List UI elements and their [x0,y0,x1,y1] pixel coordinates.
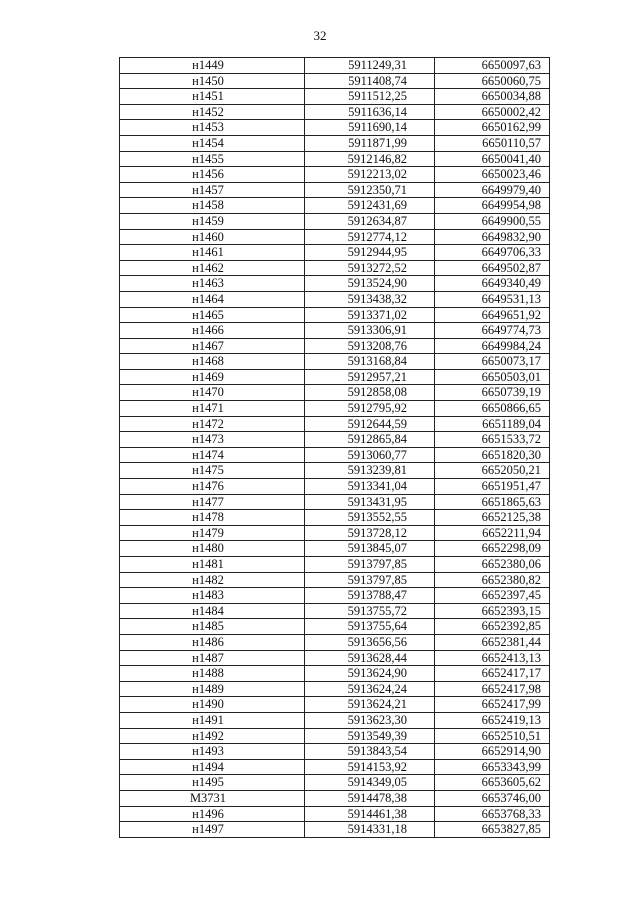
point-id-cell: н1473 [120,432,305,448]
y-coordinate-cell: 6652417,98 [435,681,550,697]
y-coordinate-cell: 6652380,82 [435,572,550,588]
table-row [120,666,550,682]
x-coordinate-cell: 5913845,07 [305,541,435,557]
y-coordinate-cell: 6650739,19 [435,385,550,401]
table-row [120,806,550,822]
x-coordinate-cell: 5913239,81 [305,463,435,479]
point-id-cell: н1457 [120,182,305,198]
table-row [120,775,550,791]
x-coordinate-cell: 5913797,85 [305,557,435,573]
point-id-cell: н1482 [120,572,305,588]
point-id-cell: н1494 [120,759,305,775]
x-coordinate-cell: 5913168,84 [305,354,435,370]
x-coordinate-cell: 5914331,18 [305,822,435,838]
x-coordinate-cell: 5912350,71 [305,182,435,198]
point-id-cell: н1495 [120,775,305,791]
x-coordinate-cell: 5913371,02 [305,307,435,323]
table-row [120,447,550,463]
point-id-cell: н1451 [120,89,305,105]
table-row [120,229,550,245]
point-id-cell: н1461 [120,245,305,261]
x-coordinate-cell: 5913628,44 [305,650,435,666]
x-coordinate-cell: 5913060,77 [305,447,435,463]
point-id-cell: н1459 [120,213,305,229]
table-row [120,603,550,619]
table-row [120,213,550,229]
point-id-cell: н1458 [120,198,305,214]
x-coordinate-cell: 5913624,24 [305,681,435,697]
x-coordinate-cell: 5911636,14 [305,104,435,120]
point-id-cell: н1484 [120,603,305,619]
point-id-cell: н1460 [120,229,305,245]
y-coordinate-cell: 6652419,13 [435,712,550,728]
point-id-cell: н1469 [120,369,305,385]
table-row [120,634,550,650]
y-coordinate-cell: 6653343,99 [435,759,550,775]
point-id-cell: н1465 [120,307,305,323]
point-id-cell: н1470 [120,385,305,401]
y-coordinate-cell: 6650002,42 [435,104,550,120]
point-id-cell: н1491 [120,712,305,728]
table-row [120,697,550,713]
y-coordinate-cell: 6653746,00 [435,790,550,806]
point-id-cell: н1456 [120,167,305,183]
point-id-cell: н1468 [120,354,305,370]
point-id-cell: н1481 [120,557,305,573]
x-coordinate-cell: 5911512,25 [305,89,435,105]
y-coordinate-cell: 6649984,24 [435,338,550,354]
point-id-cell: н1480 [120,541,305,557]
table-row [120,790,550,806]
table-row [120,479,550,495]
point-id-cell: н1477 [120,494,305,510]
y-coordinate-cell: 6652211,94 [435,525,550,541]
table-row [120,728,550,744]
y-coordinate-cell: 6652510,51 [435,728,550,744]
y-coordinate-cell: 6653827,85 [435,822,550,838]
y-coordinate-cell: 6650041,40 [435,151,550,167]
x-coordinate-cell: 5912644,59 [305,416,435,432]
x-coordinate-cell: 5912774,12 [305,229,435,245]
point-id-cell: н1471 [120,401,305,417]
y-coordinate-cell: 6649706,33 [435,245,550,261]
table-row [120,588,550,604]
x-coordinate-cell: 5913438,32 [305,291,435,307]
table-row [120,541,550,557]
y-coordinate-cell: 6649900,55 [435,213,550,229]
x-coordinate-cell: 5913755,64 [305,619,435,635]
x-coordinate-cell: 5911690,14 [305,120,435,136]
table-row [120,416,550,432]
y-coordinate-cell: 6649651,92 [435,307,550,323]
x-coordinate-cell: 5912865,84 [305,432,435,448]
x-coordinate-cell: 5914478,38 [305,790,435,806]
table-row [120,510,550,526]
x-coordinate-cell: 5913843,54 [305,744,435,760]
table-row [120,120,550,136]
y-coordinate-cell: 6653768,33 [435,806,550,822]
x-coordinate-cell: 5911408,74 [305,73,435,89]
y-coordinate-cell: 6650073,17 [435,354,550,370]
x-coordinate-cell: 5913623,30 [305,712,435,728]
table-row [120,650,550,666]
point-id-cell: н1450 [120,73,305,89]
y-coordinate-cell: 6652393,15 [435,603,550,619]
y-coordinate-cell: 6651951,47 [435,479,550,495]
point-id-cell: н1479 [120,525,305,541]
y-coordinate-cell: 6652125,38 [435,510,550,526]
y-coordinate-cell: 6652417,17 [435,666,550,682]
x-coordinate-cell: 5913552,55 [305,510,435,526]
x-coordinate-cell: 5913624,90 [305,666,435,682]
coordinates-table [119,57,550,838]
point-id-cell: н1452 [120,104,305,120]
table-row [120,151,550,167]
y-coordinate-cell: 6650110,57 [435,135,550,151]
point-id-cell: н1472 [120,416,305,432]
table-row [120,167,550,183]
table-row [120,494,550,510]
point-id-cell: н1454 [120,135,305,151]
point-id-cell: М3731 [120,790,305,806]
y-coordinate-cell: 6650866,65 [435,401,550,417]
point-id-cell: н1486 [120,634,305,650]
point-id-cell: н1485 [120,619,305,635]
table-row [120,198,550,214]
table-row [120,619,550,635]
y-coordinate-cell: 6652050,21 [435,463,550,479]
table-row [120,712,550,728]
table-row [120,744,550,760]
x-coordinate-cell: 5913728,12 [305,525,435,541]
y-coordinate-cell: 6650023,46 [435,167,550,183]
table-row [120,572,550,588]
x-coordinate-cell: 5912146,82 [305,151,435,167]
x-coordinate-cell: 5912957,21 [305,369,435,385]
y-coordinate-cell: 6652413,13 [435,650,550,666]
table-row [120,73,550,89]
point-id-cell: н1493 [120,744,305,760]
x-coordinate-cell: 5913431,95 [305,494,435,510]
table-row [120,354,550,370]
page-number: 32 [313,28,327,43]
table-row [120,432,550,448]
point-id-cell: н1455 [120,151,305,167]
x-coordinate-cell: 5912213,02 [305,167,435,183]
y-coordinate-cell: 6650162,99 [435,120,550,136]
table-row [120,385,550,401]
y-coordinate-cell: 6649832,90 [435,229,550,245]
x-coordinate-cell: 5912858,08 [305,385,435,401]
y-coordinate-cell: 6649531,13 [435,291,550,307]
point-id-cell: н1464 [120,291,305,307]
table-row [120,245,550,261]
table-row [120,104,550,120]
point-id-cell: н1453 [120,120,305,136]
table-row [120,291,550,307]
table-row [120,557,550,573]
point-id-cell: н1489 [120,681,305,697]
y-coordinate-cell: 6650034,88 [435,89,550,105]
coordinates-table-body [120,58,550,838]
table-row [120,759,550,775]
y-coordinate-cell: 6651189,04 [435,416,550,432]
point-id-cell: н1466 [120,323,305,339]
table-row [120,323,550,339]
point-id-cell: н1490 [120,697,305,713]
point-id-cell: н1476 [120,479,305,495]
table-row [120,260,550,276]
point-id-cell: н1474 [120,447,305,463]
y-coordinate-cell: 6652397,45 [435,588,550,604]
y-coordinate-cell: 6653605,62 [435,775,550,791]
x-coordinate-cell: 5912944,95 [305,245,435,261]
x-coordinate-cell: 5911249,31 [305,58,435,74]
point-id-cell: н1462 [120,260,305,276]
point-id-cell: н1449 [120,58,305,74]
x-coordinate-cell: 5911871,99 [305,135,435,151]
y-coordinate-cell: 6652914,90 [435,744,550,760]
table-row [120,369,550,385]
x-coordinate-cell: 5913755,72 [305,603,435,619]
y-coordinate-cell: 6649979,40 [435,182,550,198]
x-coordinate-cell: 5913788,47 [305,588,435,604]
table-row [120,525,550,541]
y-coordinate-cell: 6650503,01 [435,369,550,385]
x-coordinate-cell: 5914349,05 [305,775,435,791]
y-coordinate-cell: 6651865,63 [435,494,550,510]
y-coordinate-cell: 6650060,75 [435,73,550,89]
x-coordinate-cell: 5913306,91 [305,323,435,339]
point-id-cell: н1483 [120,588,305,604]
point-id-cell: н1478 [120,510,305,526]
y-coordinate-cell: 6652417,99 [435,697,550,713]
point-id-cell: н1475 [120,463,305,479]
x-coordinate-cell: 5914153,92 [305,759,435,775]
x-coordinate-cell: 5913208,76 [305,338,435,354]
table-row [120,276,550,292]
table-row [120,182,550,198]
x-coordinate-cell: 5913524,90 [305,276,435,292]
table-row [120,338,550,354]
x-coordinate-cell: 5912795,92 [305,401,435,417]
x-coordinate-cell: 5913341,04 [305,479,435,495]
y-coordinate-cell: 6652381,44 [435,634,550,650]
y-coordinate-cell: 6649954,98 [435,198,550,214]
table-row [120,135,550,151]
point-id-cell: н1487 [120,650,305,666]
point-id-cell: н1497 [120,822,305,838]
x-coordinate-cell: 5912634,87 [305,213,435,229]
y-coordinate-cell: 6652298,09 [435,541,550,557]
table-row [120,463,550,479]
table-row [120,401,550,417]
point-id-cell: н1496 [120,806,305,822]
x-coordinate-cell: 5913272,52 [305,260,435,276]
point-id-cell: н1492 [120,728,305,744]
x-coordinate-cell: 5912431,69 [305,198,435,214]
x-coordinate-cell: 5913624,21 [305,697,435,713]
y-coordinate-cell: 6649774,73 [435,323,550,339]
x-coordinate-cell: 5913656,56 [305,634,435,650]
y-coordinate-cell: 6651820,30 [435,447,550,463]
y-coordinate-cell: 6649340,49 [435,276,550,292]
table-row [120,681,550,697]
table-row [120,822,550,838]
x-coordinate-cell: 5914461,38 [305,806,435,822]
y-coordinate-cell: 6651533,72 [435,432,550,448]
point-id-cell: н1463 [120,276,305,292]
x-coordinate-cell: 5913549,39 [305,728,435,744]
point-id-cell: н1488 [120,666,305,682]
table-row [120,89,550,105]
table-row [120,58,550,74]
y-coordinate-cell: 6652392,85 [435,619,550,635]
x-coordinate-cell: 5913797,85 [305,572,435,588]
y-coordinate-cell: 6649502,87 [435,260,550,276]
point-id-cell: н1467 [120,338,305,354]
table-row [120,307,550,323]
y-coordinate-cell: 6652380,06 [435,557,550,573]
y-coordinate-cell: 6650097,63 [435,58,550,74]
